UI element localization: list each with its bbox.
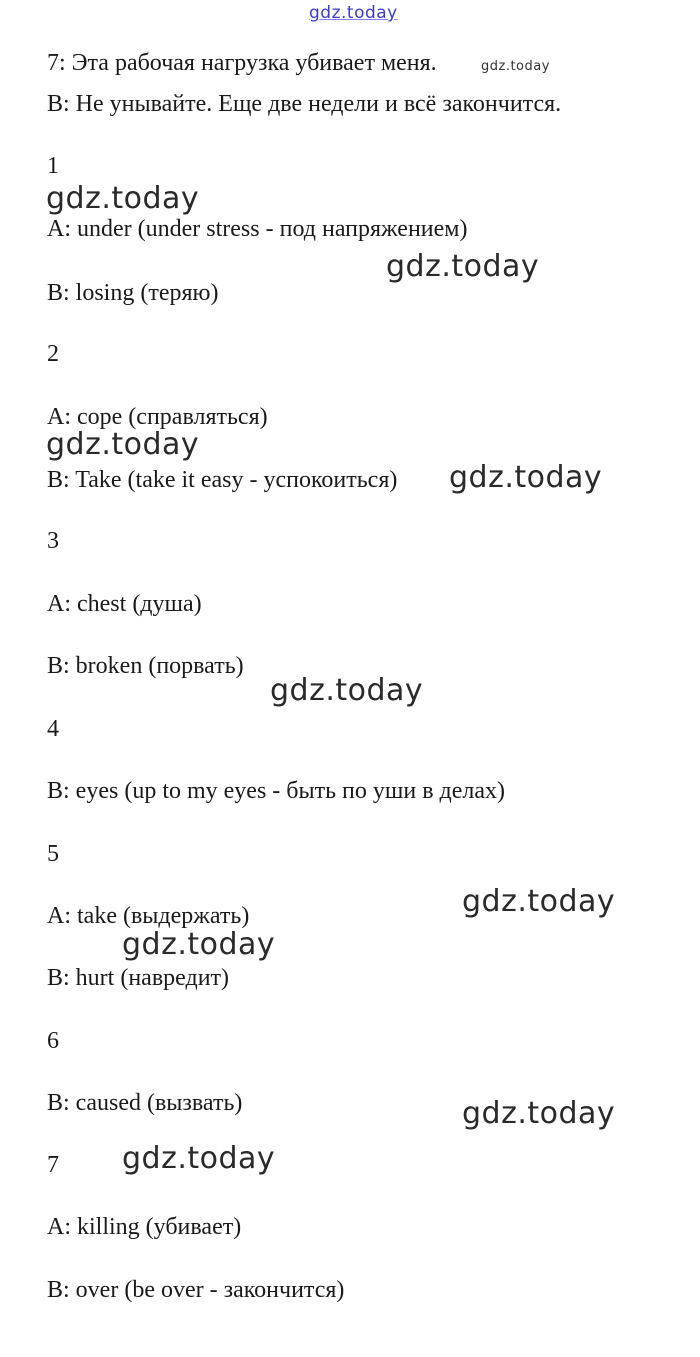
watermark: gdz.today — [386, 249, 540, 284]
watermark: gdz.today — [462, 1096, 616, 1131]
section-number: 5 — [47, 841, 59, 867]
intro-line-1: 7: Эта рабочая нагрузка убивает меня. — [47, 50, 437, 76]
watermark: gdz.today — [46, 181, 200, 216]
section-number: 1 — [47, 153, 59, 179]
section-number: 3 — [47, 528, 59, 554]
answer-line: B: eyes (up to my eyes - быть по уши в делах) — [47, 778, 506, 804]
answer-line: B: broken (порвать) — [47, 653, 244, 679]
answer-line: A: take (выдержать) — [47, 903, 250, 929]
answer-line: B: Take (take it easy - успокоиться) — [47, 467, 398, 493]
answer-line: A: chest (душа) — [47, 591, 202, 617]
section-number: 2 — [47, 341, 59, 367]
answer-line: B: losing (теряю) — [47, 280, 219, 306]
answer-line: B: over (be over - закончится) — [47, 1277, 345, 1303]
watermark: gdz.today — [462, 884, 616, 919]
answer-line: B: caused (вызвать) — [47, 1090, 243, 1116]
watermark: gdz.today — [270, 673, 424, 708]
watermark: gdz.today — [122, 927, 276, 962]
watermark: gdz.today — [449, 460, 603, 495]
watermark-inline-small: gdz.today — [481, 59, 550, 74]
answer-line: A: cope (справляться) — [47, 404, 268, 430]
watermark: gdz.today — [46, 427, 200, 462]
answer-line: A: killing (убивает) — [47, 1214, 242, 1240]
watermark-top: gdz.today — [309, 3, 398, 23]
answer-line: B: hurt (навредит) — [47, 965, 230, 991]
section-number: 4 — [47, 716, 59, 742]
section-number: 7 — [47, 1152, 59, 1178]
section-number: 6 — [47, 1028, 59, 1054]
intro-line-2: B: Не унывайте. Еще две недели и всё закончится. — [47, 91, 562, 117]
answer-line: A: under (under stress - под напряжением) — [47, 216, 468, 242]
watermark: gdz.today — [122, 1141, 276, 1176]
